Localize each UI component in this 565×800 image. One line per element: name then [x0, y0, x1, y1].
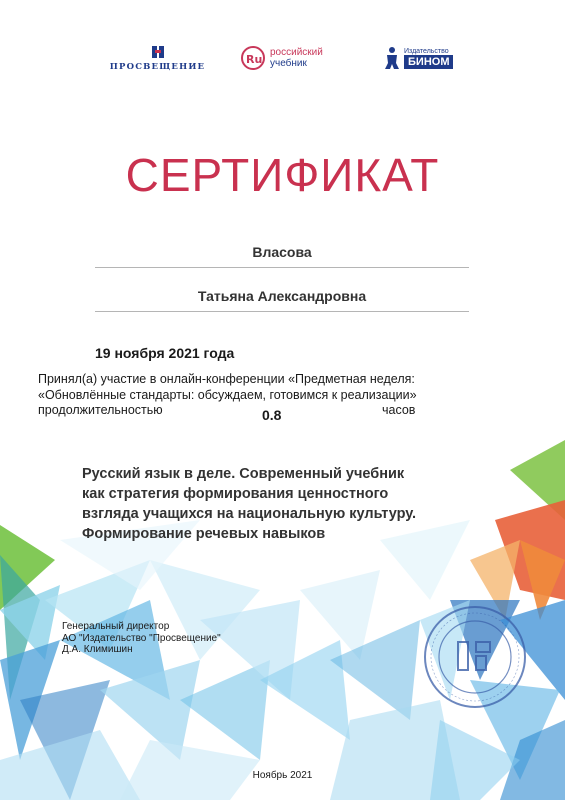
recipient-surname: Власова — [252, 244, 312, 260]
ru-logo-line2: учебник — [270, 58, 307, 69]
certificate-title: СЕРТИФИКАТ — [125, 149, 440, 201]
svg-text:Ru: Ru — [246, 53, 263, 66]
company-seal-icon — [420, 600, 530, 715]
ru-emblem-icon — [240, 45, 266, 71]
duration-unit: часов — [382, 403, 416, 417]
binom-logo — [383, 40, 463, 76]
prosveshchenie-logo — [105, 40, 210, 76]
participation-line-2: «Обновлённые стандарты: обсуждаем, готовимся к реализации» — [38, 388, 417, 402]
recipient-given-names: Татьяна Александровна — [197, 288, 367, 304]
binom-figure-icon — [383, 46, 401, 70]
prosveshchenie-wordmark: ПРОСВЕЩЕНИЕ — [109, 61, 206, 72]
signatory-block — [62, 621, 221, 656]
russian-textbook-logo — [240, 40, 360, 76]
signatory-name: Д.А. Климишин — [62, 644, 133, 655]
participation-line-1: Принял(а) участие в онлайн-конференции «Предметная неделя: — [38, 372, 415, 386]
signatory-company: АО "Издательство "Просвещение" — [62, 632, 221, 644]
topic-line: взгляда учащихся на национальную культуру. — [82, 506, 417, 522]
partner-logos — [0, 40, 565, 76]
binom-logo-wordmark: БИНОМ — [404, 55, 453, 69]
conference-topic — [82, 464, 502, 544]
topic-line: как стратегия формирования ценностного — [82, 486, 389, 502]
topic-line: Русский язык в деле. Современный учебник — [82, 466, 405, 482]
binom-logo-caption: Издательство — [404, 47, 449, 55]
topic-line: Формирование речевых навыков — [82, 526, 326, 542]
prosveshchenie-emblem-icon — [151, 45, 165, 59]
given-names-underline — [95, 311, 469, 312]
signatory-position: Генеральный директор — [62, 621, 170, 632]
duration-label: продолжительностью — [38, 403, 163, 417]
event-date: 19 ноября 2021 года — [95, 345, 235, 361]
ru-logo-line1: российский — [270, 47, 323, 58]
duration-value: 0.8 — [262, 407, 282, 423]
issue-date: Ноябрь 2021 — [252, 770, 313, 781]
surname-underline — [95, 267, 469, 268]
